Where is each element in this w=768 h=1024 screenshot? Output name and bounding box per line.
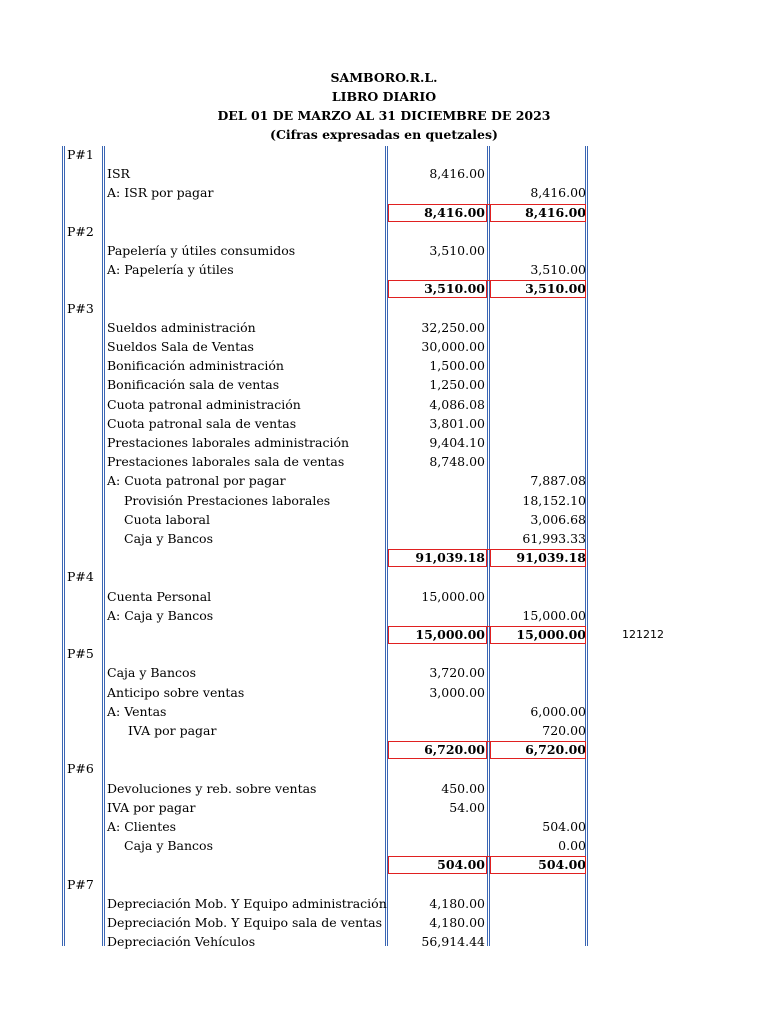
debit-amount: 9,404.10	[429, 435, 485, 450]
debit-amount: 15,000.00	[421, 588, 485, 604]
total-credit: 6,720.00	[525, 742, 586, 758]
currency-note: (Cifras expresadas en quetzales)	[270, 127, 498, 142]
journal-line	[0, 798, 768, 817]
credit-amount: 8,416.00	[530, 185, 586, 201]
entry-number: P#4	[67, 569, 94, 585]
debit-amount: 3,720.00	[429, 665, 485, 681]
account-description: Depreciación Mob. Y Equipo administración	[107, 895, 387, 911]
total-credit: 91,039.18	[516, 550, 586, 566]
journal-line	[0, 510, 768, 529]
entry-total-row	[0, 855, 768, 874]
entry-number-row	[0, 145, 768, 164]
total-credit-box	[490, 204, 586, 222]
entry-number: P#2	[67, 223, 94, 239]
debit-amount: 4,180.00	[429, 915, 485, 930]
credit-amount: 0.00	[558, 838, 586, 854]
debit-amount: 1,250.00	[429, 377, 485, 393]
journal-line	[0, 817, 768, 836]
account-description: Papelería y útiles consumidos	[107, 243, 296, 258]
account-description: Caja y Bancos	[107, 665, 196, 681]
total-debit: 3,510.00	[424, 281, 485, 297]
debit-amount: 3,801.00	[429, 415, 485, 431]
total-debit-box	[388, 549, 487, 567]
journal-line	[0, 471, 768, 490]
total-credit: 8,416.00	[525, 204, 586, 220]
total-debit-box	[388, 626, 487, 644]
account-description: ISR	[107, 166, 130, 182]
debit-amount: 4,086.08	[429, 396, 485, 412]
journal-line	[0, 529, 768, 548]
account-description: Cuota patronal sala de ventas	[107, 415, 297, 431]
total-credit: 504.00	[538, 857, 586, 873]
journal-line	[0, 932, 768, 951]
journal-line	[0, 395, 768, 414]
credit-amount: 504.00	[542, 819, 586, 834]
debit-amount: 3,000.00	[429, 684, 485, 700]
account-description: Prestaciones laborales sala de ventas	[107, 454, 345, 470]
entry-number: P#7	[67, 876, 94, 892]
account-description: IVA por pagar	[107, 799, 196, 815]
book-title: LIBRO DIARIO	[331, 89, 437, 104]
journal-line	[0, 702, 768, 721]
entry-number-row	[0, 299, 768, 318]
entry-total-row	[0, 279, 768, 298]
total-credit-box	[490, 856, 586, 874]
account-description: A: Ventas	[107, 703, 167, 719]
entry-number-row	[0, 875, 768, 894]
account-description: Sueldos administración	[107, 319, 256, 335]
credit-amount: 720.00	[542, 723, 586, 738]
total-debit-box	[388, 204, 487, 222]
journal-line	[0, 894, 768, 913]
debit-amount: 1,500.00	[429, 358, 485, 374]
account-description: Bonificación sala de ventas	[107, 377, 280, 393]
journal-line	[0, 779, 768, 798]
journal-line	[0, 414, 768, 433]
account-description: Caja y Bancos	[124, 531, 213, 546]
account-description: A: ISR por pagar	[107, 185, 214, 201]
journal-line	[0, 183, 768, 202]
entry-number-row	[0, 567, 768, 586]
journal-line	[0, 260, 768, 279]
entry-total-row	[0, 203, 768, 222]
entry-number-row	[0, 222, 768, 241]
journal-line	[0, 164, 768, 183]
total-debit: 15,000.00	[415, 627, 485, 642]
account-description: A: Papelería y útiles	[107, 262, 234, 278]
account-description: Caja y Bancos	[124, 838, 213, 854]
total-credit-box	[490, 280, 586, 298]
total-credit: 3,510.00	[525, 281, 586, 297]
total-debit: 504.00	[437, 857, 485, 873]
journal-line	[0, 721, 768, 740]
entry-number-row	[0, 644, 768, 663]
credit-amount: 15,000.00	[522, 607, 586, 623]
credit-amount: 7,887.08	[530, 473, 586, 489]
debit-amount: 8,748.00	[429, 454, 485, 470]
journal-line	[0, 663, 768, 682]
journal-line	[0, 433, 768, 452]
journal-line	[0, 337, 768, 356]
entry-total-row	[0, 548, 768, 567]
entry-number: P#6	[67, 761, 94, 777]
account-description: Cuenta Personal	[107, 588, 212, 604]
credit-amount: 3,006.68	[530, 511, 586, 527]
account-description: Devoluciones y reb. sobre ventas	[107, 780, 317, 796]
total-debit-box	[388, 280, 487, 298]
debit-amount: 4,180.00	[429, 895, 485, 911]
debit-amount: 30,000.00	[421, 339, 485, 354]
total-debit: 8,416.00	[424, 204, 485, 220]
account-description: Depreciación Mob. Y Equipo sala de ventas	[107, 915, 383, 930]
account-description: Prestaciones laborales administración	[107, 435, 350, 450]
account-description: Depreciación Vehículos	[107, 934, 256, 950]
account-description: Anticipo sobre ventas	[107, 684, 245, 700]
company-name: SAMBORO.R.L.	[330, 70, 438, 85]
side-note: 121212	[622, 628, 664, 641]
total-credit: 15,000.00	[516, 627, 586, 642]
journal-line	[0, 913, 768, 932]
entry-number: P#3	[67, 300, 94, 316]
journal-line	[0, 241, 768, 260]
account-description: A: Clientes	[107, 819, 177, 834]
entry-number-row	[0, 759, 768, 778]
credit-amount: 6,000.00	[530, 703, 586, 719]
journal-line	[0, 375, 768, 394]
account-description: Bonificación administración	[107, 358, 284, 374]
debit-amount: 56,914.44	[421, 934, 485, 950]
period-title: DEL 01 DE MARZO AL 31 DICIEMBRE DE 2023	[217, 108, 551, 123]
debit-amount: 54.00	[449, 799, 485, 815]
entry-number: P#1	[67, 147, 94, 162]
journal-line	[0, 683, 768, 702]
credit-amount: 61,993.33	[522, 531, 586, 546]
account-description: Cuota laboral	[124, 511, 210, 527]
account-description: IVA por pagar	[128, 723, 217, 738]
account-description: Provisión Prestaciones laborales	[124, 492, 331, 508]
total-debit: 91,039.18	[415, 550, 485, 566]
credit-amount: 3,510.00	[530, 262, 586, 278]
total-debit-box	[388, 856, 487, 874]
account-description: Cuota patronal administración	[107, 396, 301, 412]
entry-number: P#5	[67, 646, 94, 662]
debit-amount: 450.00	[441, 780, 485, 796]
journal-line	[0, 836, 768, 855]
total-debit: 6,720.00	[424, 742, 485, 758]
debit-amount: 8,416.00	[429, 166, 485, 182]
journal-line	[0, 491, 768, 510]
total-debit-box	[388, 741, 487, 759]
total-credit-box	[490, 741, 586, 759]
journal-line	[0, 452, 768, 471]
journal-line	[0, 587, 768, 606]
journal-line	[0, 606, 768, 625]
credit-amount: 18,152.10	[522, 492, 586, 508]
entry-total-row	[0, 740, 768, 759]
debit-amount: 3,510.00	[429, 243, 485, 258]
account-description: A: Caja y Bancos	[107, 607, 214, 623]
journal-line	[0, 318, 768, 337]
account-description: A: Cuota patronal por pagar	[107, 473, 286, 489]
account-description: Sueldos Sala de Ventas	[107, 339, 254, 354]
total-credit-box	[490, 549, 586, 567]
journal-line	[0, 356, 768, 375]
entry-total-row	[0, 625, 768, 644]
debit-amount: 32,250.00	[421, 319, 485, 335]
total-credit-box	[490, 626, 586, 644]
